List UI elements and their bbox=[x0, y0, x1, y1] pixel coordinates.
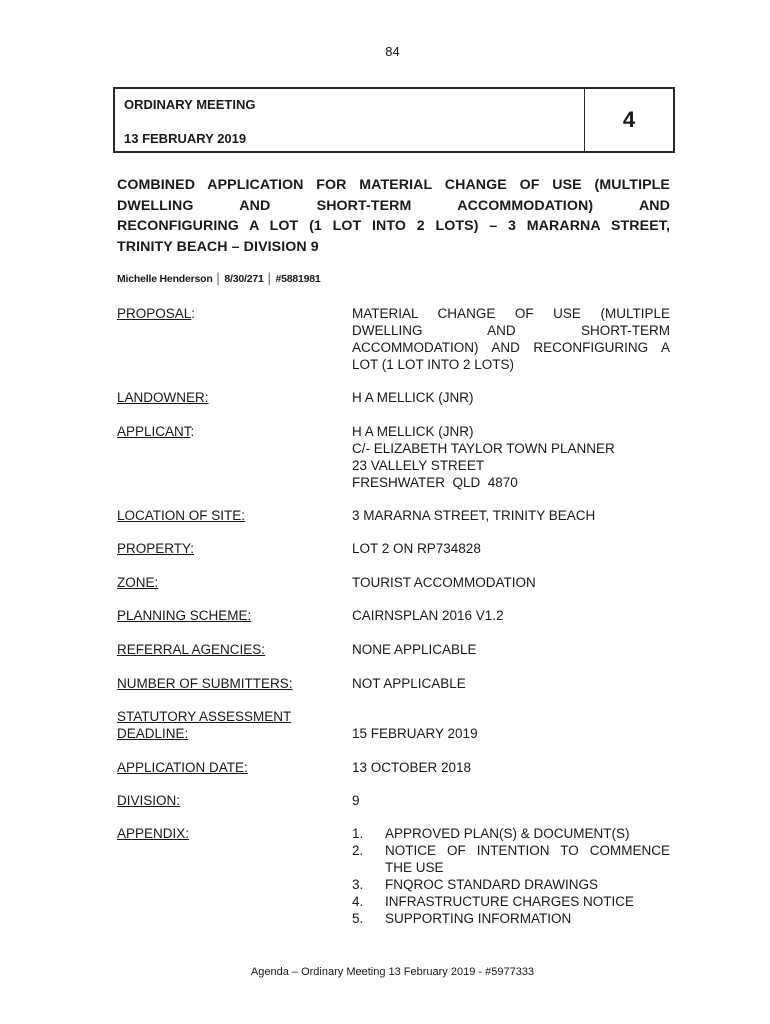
proposal-value bbox=[352, 305, 670, 373]
appendix-item bbox=[352, 893, 670, 910]
property-label: PROPERTY: bbox=[117, 541, 195, 556]
applicant-value bbox=[352, 423, 670, 491]
applicant-label: APPLICANT bbox=[117, 424, 191, 439]
application-date-value: 13 OCTOBER 2018 bbox=[352, 760, 472, 775]
page-footer: Agenda – Ordinary Meeting 13 February 2019 - #5977333 bbox=[250, 966, 535, 978]
proposal-line: LOT (1 LOT INTO 2 LOTS) bbox=[352, 357, 515, 372]
meeting-date: 13 FEBRUARY 2019 bbox=[124, 131, 247, 146]
proposal-label: PROPOSAL bbox=[117, 306, 192, 321]
proposal-label-wrap: PROPOSAL: bbox=[117, 306, 196, 321]
deadline-label-line: STATUTORY ASSESSMENT bbox=[117, 709, 292, 724]
appendix-item bbox=[352, 825, 670, 842]
appendix-item-number: 3. bbox=[352, 877, 364, 892]
applicant-line: H A MELLICK (JNR) bbox=[352, 424, 474, 439]
division-label: DIVISION: bbox=[117, 793, 181, 808]
appendix-item bbox=[352, 876, 670, 893]
title-line: TRINITY BEACH – DIVISION 9 bbox=[117, 238, 319, 255]
zone-value: TOURIST ACCOMMODATION bbox=[352, 575, 536, 590]
submitters-value: NOT APPLICABLE bbox=[352, 676, 466, 691]
author-reference: Michelle Henderson │ 8/30/271 │ #5881981 bbox=[117, 273, 321, 285]
report-title bbox=[117, 175, 670, 257]
referral-agencies-value: NONE APPLICABLE bbox=[352, 642, 477, 657]
appendix-item-number: 1. bbox=[352, 826, 364, 841]
appendix-item bbox=[352, 842, 670, 876]
landowner-label: LANDOWNER: bbox=[117, 390, 209, 405]
item-number: 4 bbox=[622, 107, 636, 132]
deadline-value: 15 FEBRUARY 2019 bbox=[352, 726, 478, 741]
appendix-value bbox=[352, 825, 670, 927]
appendix-item-line: NOTICE OF INTENTION TO COMMENCE bbox=[385, 843, 670, 858]
appendix-item-number: 5. bbox=[352, 911, 364, 926]
meeting-info-cell bbox=[115, 89, 585, 151]
applicant-label-wrap: APPLICANT: bbox=[117, 424, 195, 439]
planning-scheme-label: PLANNING SCHEME: bbox=[117, 608, 252, 623]
appendix-item-text: FNQROC STANDARD DRAWINGS bbox=[385, 877, 599, 892]
deadline-label-line: DEADLINE: bbox=[117, 726, 189, 741]
submitters-label: NUMBER OF SUBMITTERS: bbox=[117, 676, 293, 691]
application-date-label: APPLICATION DATE: bbox=[117, 760, 248, 775]
appendix-item-text bbox=[385, 842, 670, 876]
appendix-list bbox=[352, 825, 670, 927]
proposal-line: DWELLING AND SHORT-TERM bbox=[352, 323, 670, 338]
proposal-line: ACCOMMODATION) AND RECONFIGURING A bbox=[352, 340, 670, 355]
location-value: 3 MARARNA STREET, TRINITY BEACH bbox=[352, 508, 596, 523]
applicant-line: FRESHWATER QLD 4870 bbox=[352, 475, 518, 490]
property-value: LOT 2 ON RP734828 bbox=[352, 541, 481, 556]
appendix-item-text: INFRASTRUCTURE CHARGES NOTICE bbox=[385, 894, 635, 909]
division-value: 9 bbox=[352, 793, 360, 808]
title-line: DWELLING AND SHORT-TERM ACCOMMODATION) AND bbox=[117, 197, 670, 214]
applicant-line: C/- ELIZABETH TAYLOR TOWN PLANNER bbox=[352, 441, 615, 456]
appendix-item-number: 2. bbox=[352, 843, 364, 858]
location-label: LOCATION OF SITE: bbox=[117, 508, 246, 523]
deadline-label bbox=[117, 708, 337, 742]
referral-agencies-label: REFERRAL AGENCIES: bbox=[117, 642, 266, 657]
planning-scheme-value: CAIRNSPLAN 2016 V1.2 bbox=[352, 608, 504, 623]
appendix-item-text: SUPPORTING INFORMATION bbox=[385, 911, 572, 926]
meeting-type: ORDINARY MEETING bbox=[124, 97, 256, 112]
appendix-item-text: APPROVED PLAN(S) & DOCUMENT(S) bbox=[385, 826, 630, 841]
applicant-line: 23 VALLELY STREET bbox=[352, 458, 485, 473]
proposal-line: MATERIAL CHANGE OF USE (MULTIPLE bbox=[352, 306, 670, 321]
appendix-item-number: 4. bbox=[352, 894, 364, 909]
zone-label: ZONE: bbox=[117, 575, 159, 590]
title-line: COMBINED APPLICATION FOR MATERIAL CHANGE OF USE (MULTIPLE bbox=[117, 177, 670, 193]
page-number: 84 bbox=[385, 44, 400, 59]
meeting-header-box bbox=[113, 87, 675, 153]
appendix-item-line: THE USE bbox=[385, 860, 444, 875]
appendix-item bbox=[352, 910, 670, 927]
title-line: RECONFIGURING A LOT (1 LOT INTO 2 LOTS) – 3 MARARNA STREET, bbox=[117, 218, 670, 234]
landowner-value: H A MELLICK (JNR) bbox=[352, 390, 474, 405]
appendix-label: APPENDIX: bbox=[117, 826, 190, 841]
